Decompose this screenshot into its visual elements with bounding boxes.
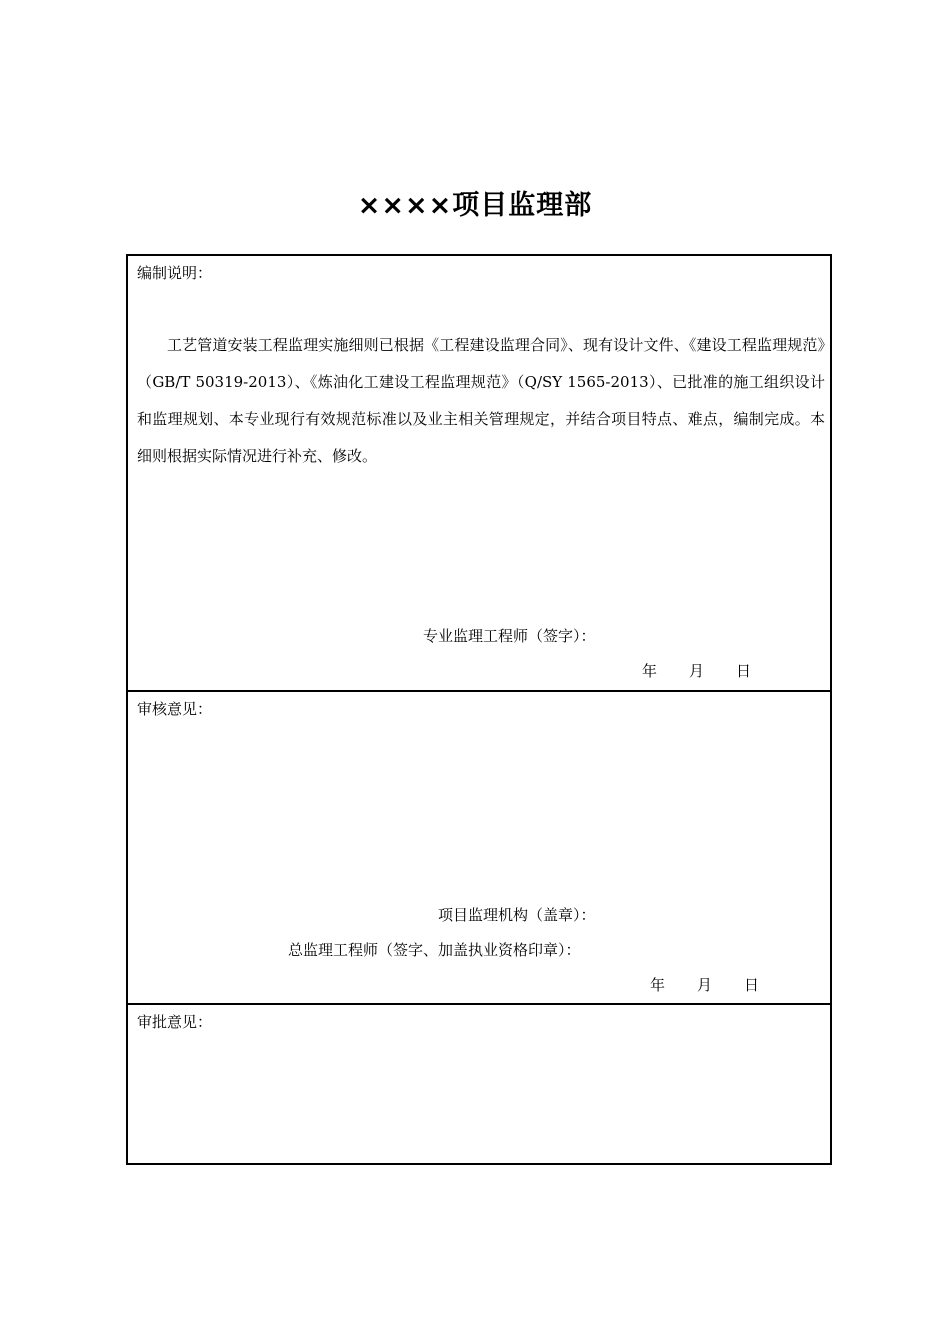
date-month: 月 [697,976,713,994]
review-label: 审核意见： [137,700,213,718]
approve-label: 审批意见： [137,1013,213,1031]
compile-label: 编制说明： [137,264,213,282]
engineer-signature-label: 专业监理工程师（签字）： [423,627,596,645]
date-day: 日 [736,662,752,680]
compile-description: 工艺管道安装工程监理实施细则已根据《工程建设监理合同》、现有设计文件、《建设工程监理规范》（GB/T 50319-2013）、《炼油化工建设工程监理规范》（Q/SY 1565-2013）、已批准的施工组织设计和监理规划、本专业现行有效规范标准以及业主相关管理规定，并结合项目特点、难点，编制完成。本细则根据实际情况进行补充、修改。 [137,336,825,465]
compile-date [642,661,751,681]
document-title: ××××项目监理部 [357,190,593,221]
date-month: 月 [689,662,705,680]
chief-engineer-signature-label: 总监理工程师（签字、加盖执业资格印章）： [288,941,581,959]
approval-form [126,254,832,1165]
date-year: 年 [650,976,666,994]
compile-section [128,256,830,690]
review-date [650,975,759,995]
review-section [128,690,830,1003]
date-year: 年 [642,662,658,680]
org-seal-label: 项目监理机构（盖章）： [438,906,596,924]
approve-section [128,1003,830,1163]
date-day: 日 [744,976,760,994]
